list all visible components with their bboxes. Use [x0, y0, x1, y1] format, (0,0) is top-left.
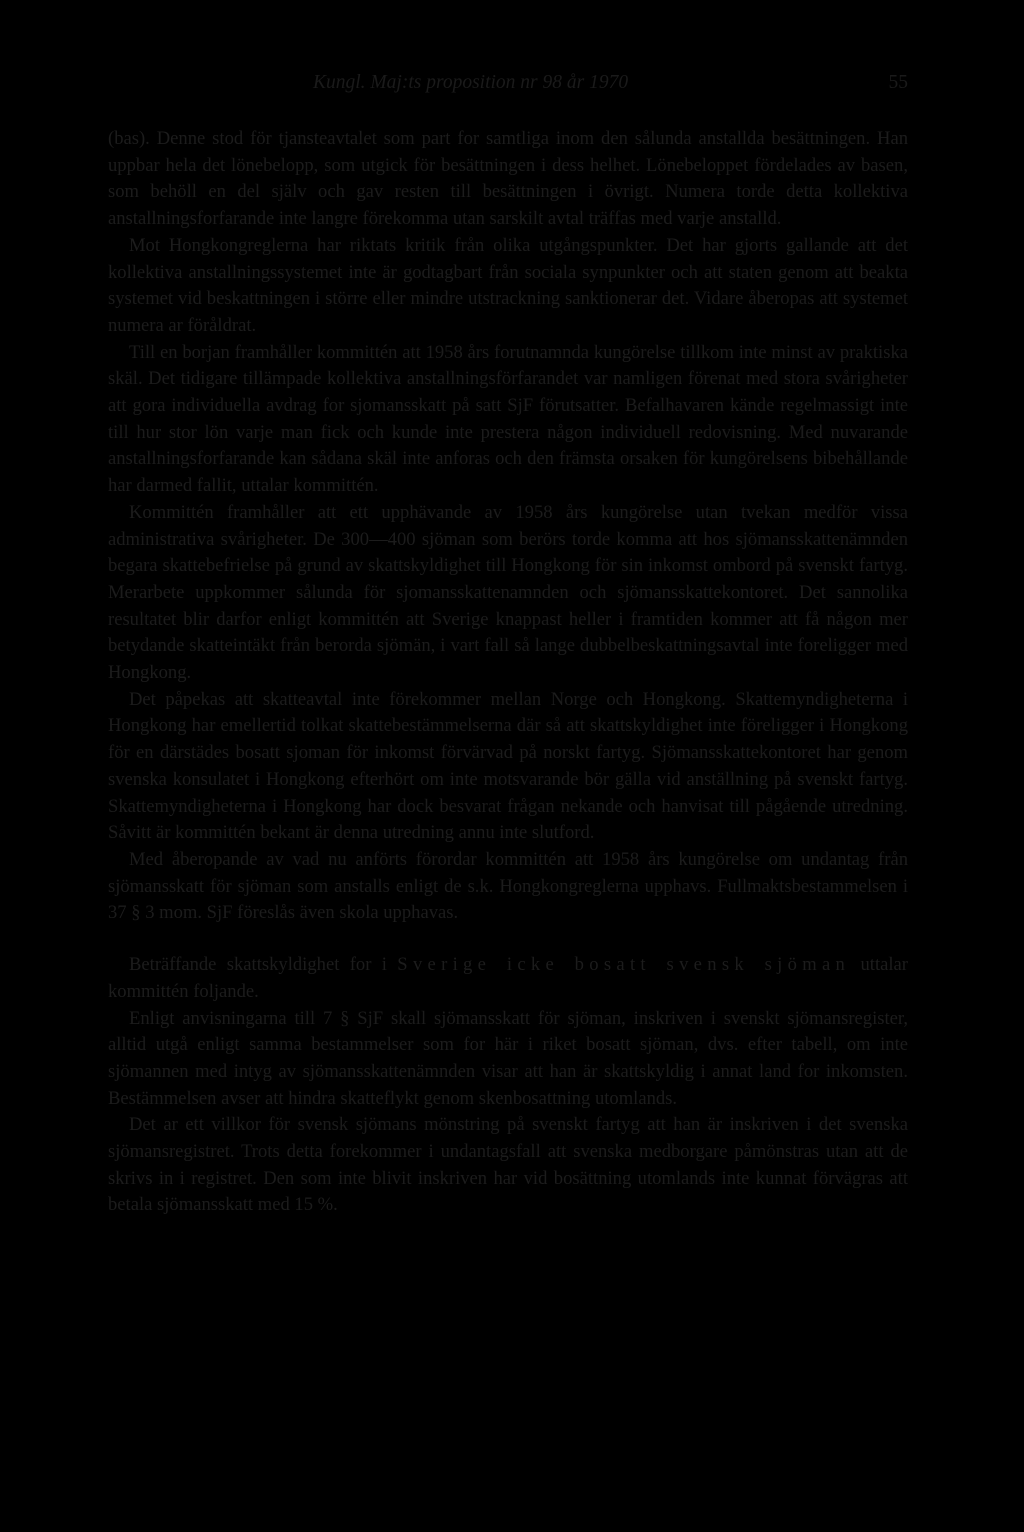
paragraph: Enligt anvisningarna till 7 § SjF skall sjömansskatt för sjöman, inskriven i svenskt sjömansregister, alltid utgå enligt samma bestammelser som for här i riket bosatt sjöman, dvs. efter tabell, om inte sjömannen med intyg av sjömansskattenämnden visar att han är skattskyldig i annat land for inkomsten. Bestämmelsen avser att hindra skatteflykt genom skenbosattning utomlands. [108, 1007, 908, 1109]
intro-text-start: Beträffande skattskyldighet for i [129, 954, 398, 976]
paragraph: Kommittén framhåller att ett upphävande av 1958 års kungörelse utan tvekan medför vissa administrativa svårigheter. De 300—400 sjöman som berörs torde komma att hos sjömansskattenämnden begara skattebefrielse på grund av skattskyldighet till Hongkong för sin inkomst ombord på svenskt fartyg. Merarbete uppkommer sålunda för sjomansskattenamnden och sjömansskattekontoret. Det sannolika resultatet blir darfor enligt kommittén att Sverige knappast heller i framtiden kommer att få någon mer betydande skatteintäkt från berorda sjömän, i vart fall så lange dubbelbeskattningsavtal inte foreligger med Hongkong. [108, 501, 908, 684]
section-intro-paragraph [108, 952, 908, 1005]
page-header [108, 72, 908, 102]
paragraph: Med åberopande av vad nu anförts förordar kommittén att 1958 års kungörelse om undantag från sjömansskatt för sjöman som anstalls enligt de s.k. Hongkongreglerna upphavs. Fullmaktsbestammelsen i 37 § 3 mom. SjF föreslås även skola upphavas. [108, 848, 908, 924]
page-number: 55 [888, 72, 908, 93]
paragraph: (bas). Denne stod för tjansteavtalet som part for samtliga inom den sålunda anstallda besättningen. Han uppbar hela det lönebelopp, som utgick för besättningen i dess helhet. Lönebeloppet fördelades av basen, som behöll en del själv och gav resten till besättningen i övrigt. Numera torde detta kollektiva anstallningsforfarande inte langre förekomma utan sarskilt avtal träffas med varje anstalld. [108, 128, 908, 230]
intro-spaced-emphasis: Sverige icke bosatt svensk sjöman [397, 954, 851, 976]
body-text [108, 126, 908, 1219]
running-title: Kungl. Maj:ts proposition nr 98 år 1970 [313, 72, 629, 93]
paragraph: Till en borjan framhåller kommittén att 1958 års forutnamnda kungörelse tillkom inte minst av praktiska skäl. Det tidigare tillämpade kollektiva anstallningsförfarandet var namligen förenat med stora svårigheter att gora individuella avdrag for sjomansskatt på satt SjF förutsatter. Befalhavaren kände regelmassigt inte till hur stor lön varje man fick och kunde inte prestera någon individuell redovisning. Med nuvarande anstallningsforfarande kan sådana skäl inte anforas och den främsta orsaken för kungörelsens bibehållande har darmed fallit, uttalar kommittén. [108, 341, 908, 497]
paragraph: Det påpekas att skatteavtal inte förekommer mellan Norge och Hongkong. Skattemyndigheterna i Hongkong har emellertid tolkat skattebestämmelserna där så att skattskyldighet inte föreligger i Hongkong för en därstädes bosatt sjoman för inkomst förvärvad på norskt fartyg. Sjömansskattekontoret har genom svenska konsulatet i Hongkong efterhört om inte motsvarande bör gälla vid anställning på svenskt fartyg. Skattemyndigheterna i Hongkong har dock besvarat frågan nekande och hanvisat till pågående utredning. Såvitt är kommittén bekant är denna utredning annu inte slutford. [108, 688, 908, 844]
intro-text-end: uttalar kommittén foljande. [108, 954, 908, 1002]
section-gap [108, 927, 908, 952]
paragraph: Det ar ett villkor för svensk sjömans mönstring på svenskt fartyg att han är inskriven i det svenska sjömansregistret. Trots detta forekommer i undantagsfall att svenska medborgare påmönstras utan att de skrivs in i registret. Den som inte blivit inskriven har vid bosättning utomlands inte kunnat förvägras att betala sjömansskatt med 15 %. [108, 1114, 908, 1216]
paragraph: Mot Hongkongreglerna har riktats kritik från olika utgångspunkter. Det har gjorts gallande att det kollektiva anstallningssystemet inte är godtagbart från sociala synpunkter och att staten genom att beakta systemet vid beskattningen i större eller mindre utstrackning sanktionerar det. Vidare åberopas att systemet numera ar föråldrat. [108, 234, 908, 336]
